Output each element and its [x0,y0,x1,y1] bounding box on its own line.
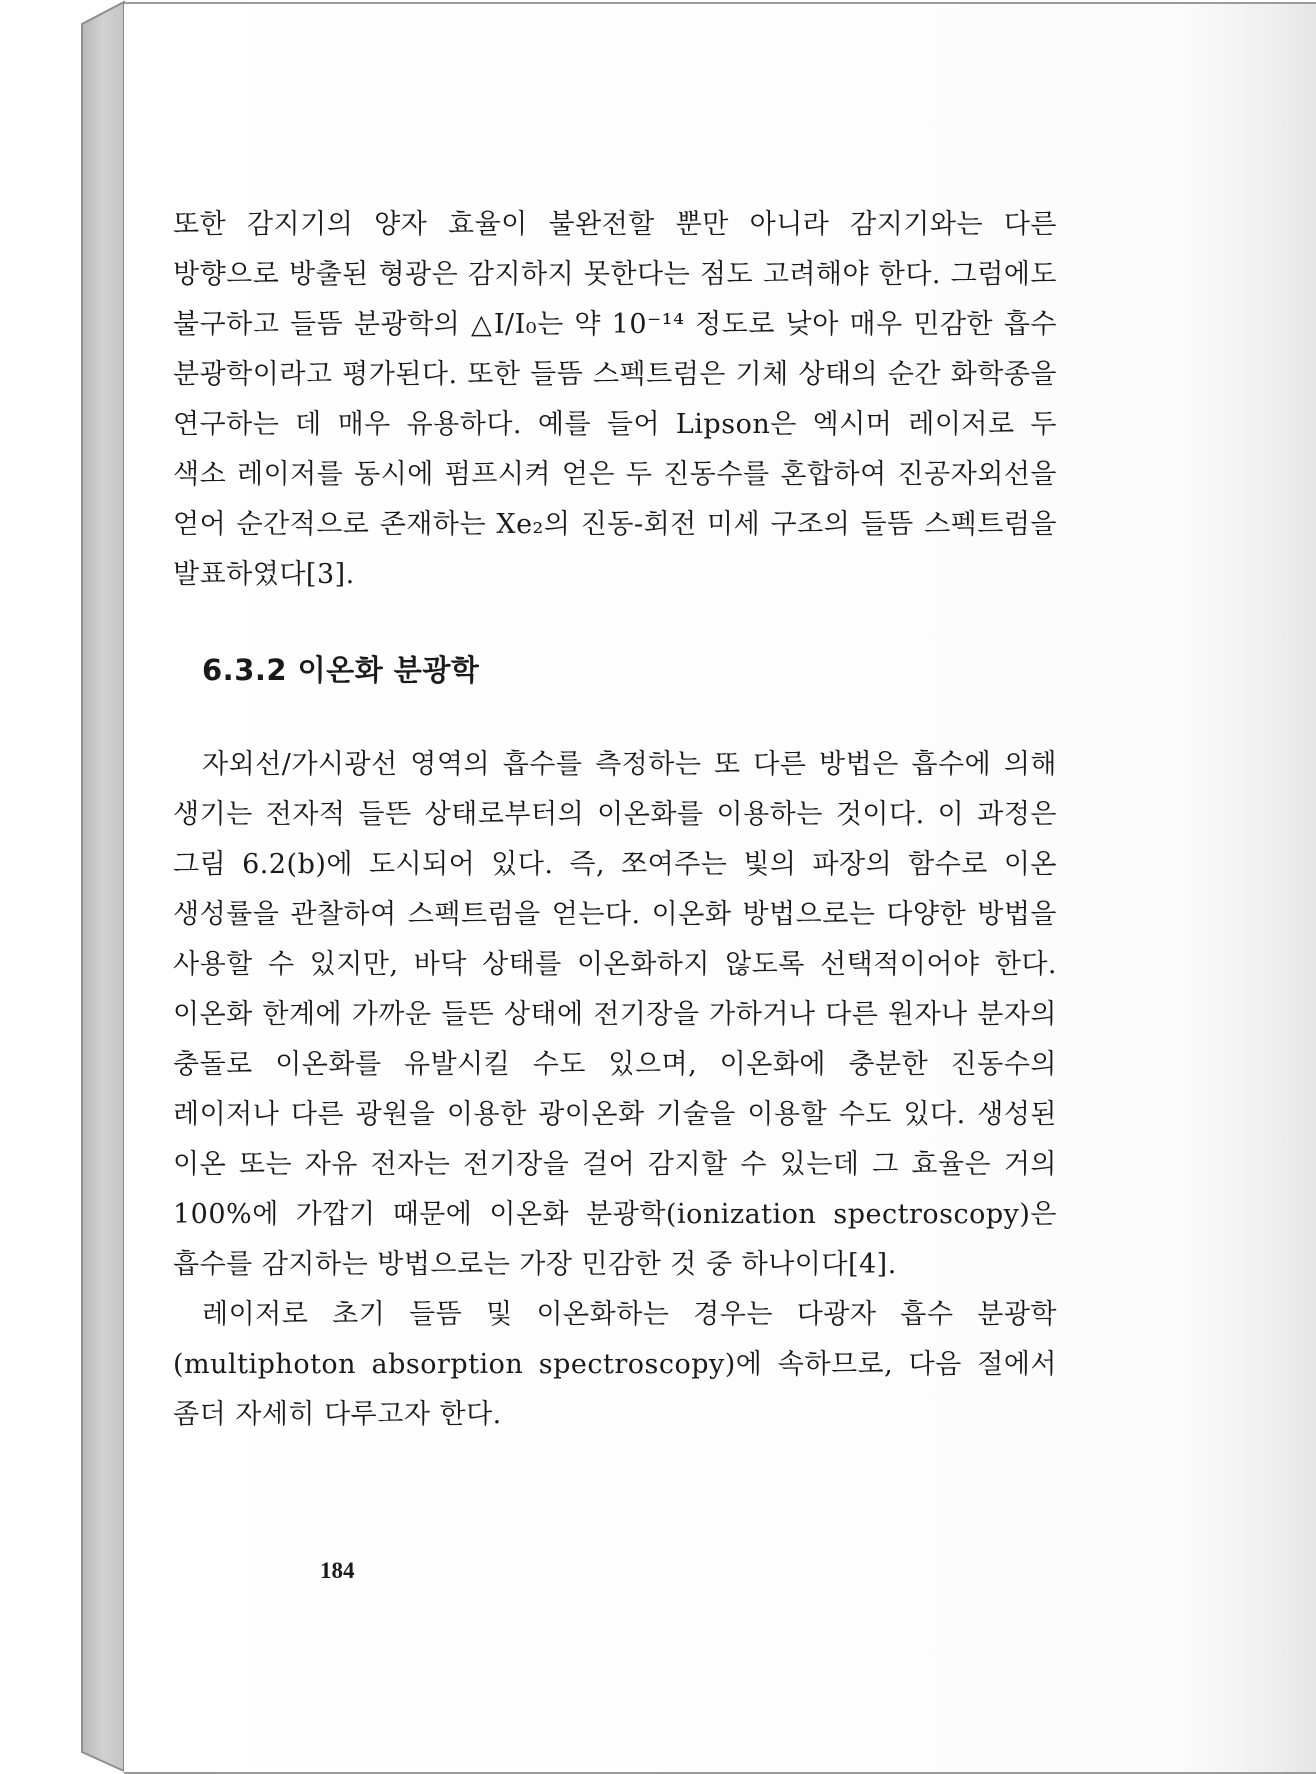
spacer [173,600,1057,650]
section-heading: 6.3.2 이온화 분광학 [202,653,480,687]
paragraph-excitation-spectroscopy: 또한 감지기의 양자 효율이 불완전할 뿐만 아니라 감지기와는 다른 방향으로 방출된 형광은 감지하지 못한다는 점도 고려해야 한다. 그럼에도 불구하고 들뜸 분광학의 △I/I₀는 약 10⁻¹⁴ 정도로 낮아 매우 민감한 흡수 분광학이라고 평가된다. 또한 들뜸 스펙트럼은 기체 상태의 순간 화학종을 연구하는 데 매우 유용하다. 예를 들어 Lipson은 엑시머 레이저로 두 색소 레이저를 동시에 펌프시켜 얻은 두 진동수를 혼합하여 진공자외선을 얻어 순간적으로 존재하는 Xe₂의 진동-회전 미세 구조의 들뜸 스펙트럼을 발표하였다[3]. [173,209,1057,590]
spacer [173,690,1057,740]
paragraph-ionization-spectroscopy: 자외선/가시광선 영역의 흡수를 측정하는 또 다른 방법은 흡수에 의해 생기는 전자적 들뜬 상태로부터의 이온화를 이용하는 것이다. 이 과정은 그림 6.2(b)에 도시되어 있다. 즉, 쪼여주는 빛의 파장의 함수로 이온 생성률을 관찰하여 스펙트럼을 얻는다. 이온화 방법으로는 다양한 방법을 사용할 수 있지만, 바닥 상태를 이온화하지 않도록 선택적이어야 한다. 이온화 한계에 가까운 들뜬 상태에 전기장을 가하거나 다른 원자나 분자의 충돌로 이온화를 유발시킬 수도 있으며, 이온화에 충분한 진동수의 레이저나 다른 광원을 이용한 광이온화 기술을 이용할 수도 있다. 생성된 이온 또는 자유 전자는 전기장을 걸어 감지할 수 있는데 그 효율은 거의 100%에 가깝기 때문에 이온화 분광학(ionization spectroscopy)은 흡수를 감지하는 방법으로는 가장 민감한 것 중 하나이다[4]. [173,749,1057,1280]
paragraph-multiphoton: 레이저로 초기 들뜸 및 이온화하는 경우는 다광자 흡수 분광학(multiphoton absorption spectroscopy)에 속하므로, 다음 절에서 좀더 자세히 다루고자 한다. [173,1299,1057,1430]
page-content [173,200,1057,1440]
page-number: 184 [320,1558,355,1583]
